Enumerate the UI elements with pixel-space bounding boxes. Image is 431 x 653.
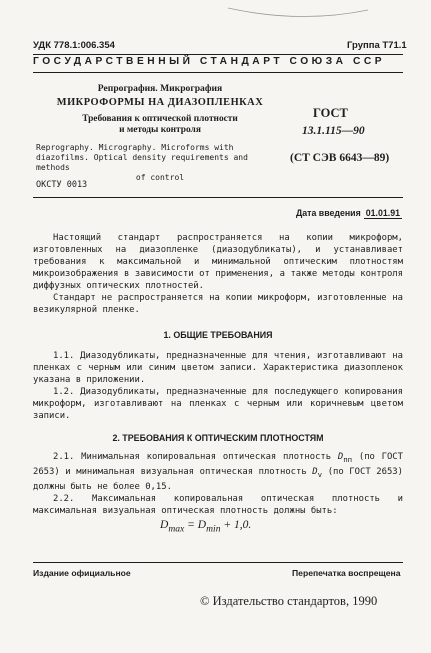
formula-tail: + 1,0. [220, 519, 252, 531]
density-symbol: D [337, 452, 344, 462]
official-edition-label: Издание официальное [33, 568, 131, 578]
footer-rule [33, 562, 403, 563]
gost-number: 13.1.115—90 [302, 125, 365, 137]
english-title [36, 143, 284, 183]
clause-2-1-part-a: 2.1. Минимальная копировальная оптическая плотность [53, 452, 338, 462]
date-value: 01.01.91 [365, 208, 400, 218]
clause-1-1: 1.1. Диазодубликаты, предназначенные для чтения, изготавливают на пленках с черным или синим цветом записи. Характеристика диазопленок указана в приложении. [33, 351, 403, 385]
okstu-code: ОКСТУ 0013 [36, 180, 88, 190]
introduction-date [296, 208, 402, 218]
banner-rule [33, 72, 403, 73]
clause-1-2: 1.2. Диазодубликаты, предназначенные для последующего копирования микроформ, изготавливают на пленках с черным или коричневым цветом записи. [33, 387, 403, 421]
formula-d-min: D [197, 519, 207, 531]
english-line-2: diazofilms. Optical density requirements and methods [36, 153, 248, 172]
top-rule [33, 54, 403, 55]
clause-2-1-part-c: (по ГОСТ 2653) должны быть не более 0,15. [33, 466, 403, 492]
section-1-text [33, 350, 403, 422]
density-subscript: пп [343, 454, 353, 464]
sev-number: (СТ СЭВ 6643—89) [290, 152, 390, 164]
scan-artifact-curve [0, 0, 431, 30]
visual-density-symbol: D [312, 466, 318, 477]
clause-2-2: 2.2. Максимальная копировальная оптическая плотность и максимальная визуальная оптическая плотность должны быть: [33, 493, 403, 516]
subtitle-line-1: Требования к оптической плотности [82, 114, 238, 124]
clause-2-1 [33, 451, 403, 493]
formula-equals: = [184, 519, 198, 531]
section-1-heading: 1. ОБЩИЕ ТРЕБОВАНИЯ [163, 330, 273, 340]
copyright-notice: © Издательство стандартов, 1990 [200, 594, 378, 608]
intro-paragraph-2: Стандарт не распространяется на копии микроформ, изготовленные на везикулярной пленке. [33, 293, 403, 315]
density-formula [160, 519, 251, 534]
title-block-rule [33, 197, 403, 198]
category-label: Репрография. Микрография [97, 83, 223, 94]
document-subtitle [36, 114, 284, 136]
visual-density-subscript: v [317, 469, 323, 479]
reprint-prohibited-label: Перепечатка воспрещена [292, 568, 401, 578]
state-standard-banner: ГОСУДАРСТВЕННЫЙ СТАНДАРТ СОЮЗА ССР [33, 56, 386, 67]
formula-d-max: D [160, 519, 169, 531]
formula-min-subscript: min [206, 523, 221, 535]
intro-paragraph-1: Настоящий стандарт распространяется на копии микроформ, изготовленных на диазопленке (диазодубликаты), и устанавливает требования к максимальной и минимальной оптическим плотностям микроизображения в зависимости от применения, а также методы контроля диффузных оптических плотностей. [33, 233, 403, 291]
subtitle-line-2: и методы контроля [119, 125, 201, 135]
english-line-3: of control [135, 173, 185, 182]
formula-max-subscript: max [168, 523, 185, 535]
english-line-1: Reprography. Micrography. Microforms with [36, 143, 234, 152]
group-code: Группа Т71.1 [347, 40, 407, 51]
section-2-text [33, 451, 403, 517]
intro-text [33, 232, 403, 316]
udk-code: УДК 778.1:006.354 [33, 40, 115, 51]
section-2-heading: 2. ТРЕБОВАНИЯ К ОПТИЧЕСКИМ ПЛОТНОСТЯМ [112, 433, 324, 443]
document-title: МИКРОФОРМЫ НА ДИАЗОПЛЕНКАХ [56, 97, 264, 108]
clause-2-1-part-b: (по ГОСТ 2653) и минимальная визуальная оптическая плотность [33, 452, 403, 477]
date-label: Дата введения [296, 208, 361, 218]
gost-label: ГОСТ [313, 106, 348, 120]
